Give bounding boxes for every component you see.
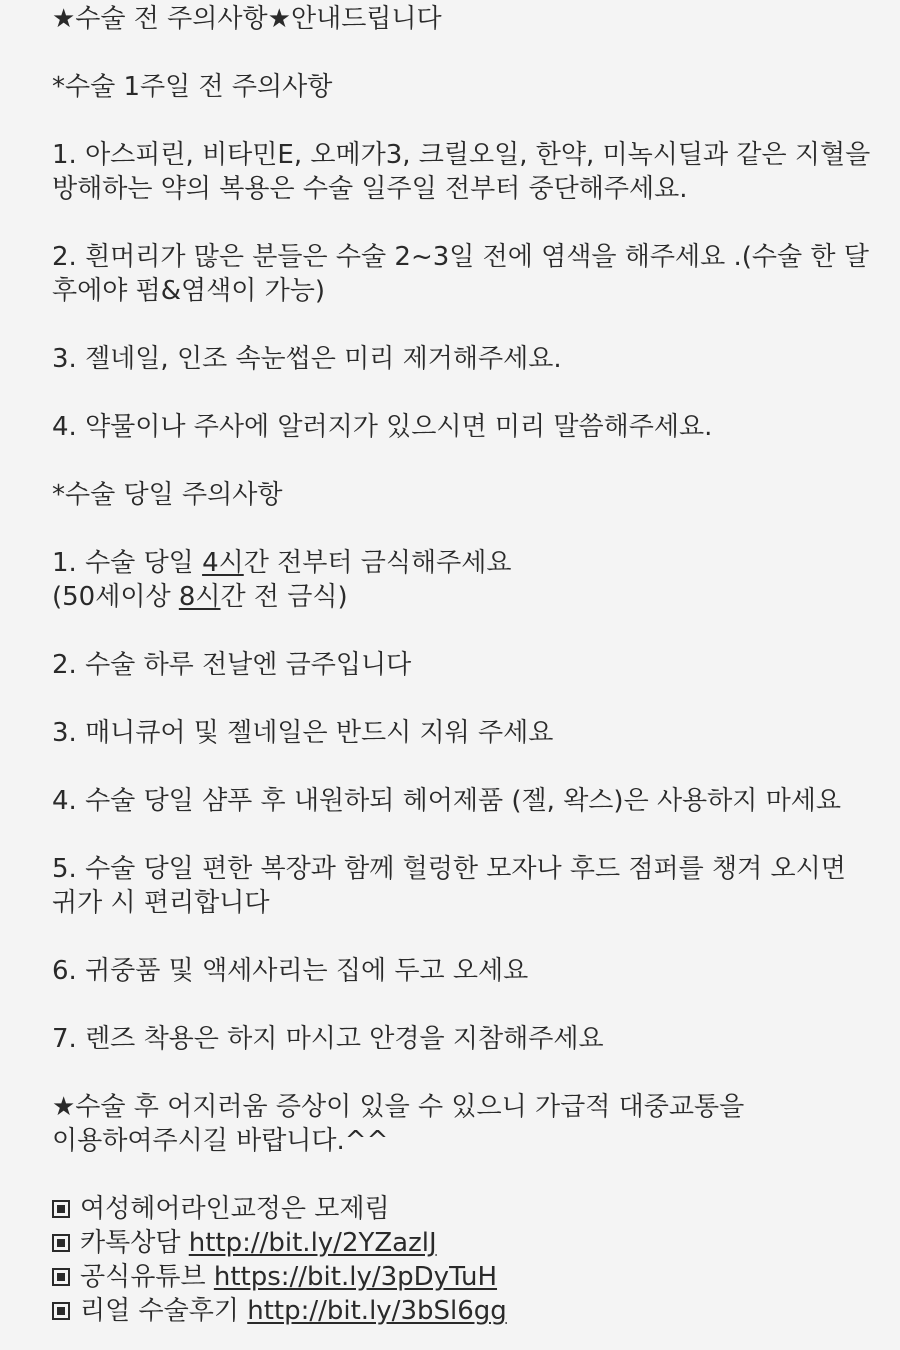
square-bullet-icon (52, 1234, 70, 1252)
link-label: 카톡상담 (80, 1228, 189, 1258)
spacer (52, 920, 860, 954)
section-heading-day-of: *수술 당일 주의사항 (52, 480, 283, 510)
section-heading-week-before: *수술 1주일 전 주의사항 (52, 72, 333, 102)
list-item: 7. 렌즈 착용은 하지 마시고 안경을 지참해주세요 (52, 1024, 604, 1054)
youtube-link[interactable]: https://bit.ly/3pDyTuH (213, 1262, 498, 1292)
spacer (52, 104, 860, 138)
spacer (52, 376, 860, 410)
list-item: 3. 매니큐어 및 젤네일은 반드시 지워 주세요 (52, 718, 554, 748)
fasting-hours-50plus: 8시 (178, 582, 221, 612)
square-bullet-icon (52, 1302, 70, 1320)
footer-brand (52, 1192, 860, 1226)
list-item-continuation: 귀가 시 편리합니다 (52, 888, 270, 918)
spacer (52, 444, 860, 478)
item-text: 간 전 금식) (220, 582, 348, 612)
footer-link-row (52, 1294, 860, 1328)
fasting-hours: 4시 (202, 548, 244, 578)
item-text: (50세이상 (52, 582, 179, 612)
list-item: 2. 흰머리가 많은 분들은 수술 2~3일 전에 염색을 해주세요 .(수술 한 달 (52, 242, 869, 272)
spacer (52, 682, 860, 716)
spacer (52, 512, 860, 546)
link-label: 공식유튜브 (80, 1262, 214, 1292)
post-surgery-notice: ★수술 후 어지러움 증상이 있을 수 있으니 가급적 대중교통을 (52, 1092, 745, 1122)
square-bullet-icon (52, 1200, 70, 1218)
list-item: 4. 약물이나 주사에 알러지가 있으시면 미리 말씀해주세요. (52, 412, 713, 442)
spacer (52, 988, 860, 1022)
list-item-continuation (52, 580, 860, 614)
list-item: 2. 수술 하루 전날엔 금주입니다 (52, 650, 412, 680)
list-item: 6. 귀중품 및 액세사리는 집에 두고 오세요 (52, 956, 529, 986)
footer-link-row (52, 1260, 860, 1294)
page-title: ★수술 전 주의사항★안내드립니다 (52, 4, 442, 34)
list-item-continuation: 방해하는 약의 복용은 수술 일주일 전부터 중단해주세요. (52, 174, 688, 204)
item-text: 간 전부터 금식해주세요 (243, 548, 512, 578)
footer-link-row (52, 1226, 860, 1260)
spacer (52, 308, 860, 342)
list-item (52, 546, 860, 580)
spacer (52, 36, 860, 70)
square-bullet-icon (52, 1268, 70, 1286)
kakao-consult-link[interactable]: http://bit.ly/2YZazlJ (188, 1228, 437, 1258)
list-item-continuation: 후에야 펌&염색이 가능) (52, 276, 325, 306)
spacer (52, 750, 860, 784)
link-label: 리얼 수술후기 (80, 1296, 248, 1326)
list-item: 4. 수술 당일 샴푸 후 내원하되 헤어제품 (젤, 왁스)은 사용하지 마세요 (52, 786, 842, 816)
spacer (52, 206, 860, 240)
spacer (52, 1056, 860, 1090)
spacer (52, 614, 860, 648)
item-text: 1. 수술 당일 (52, 548, 203, 578)
list-item: 1. 아스피린, 비타민E, 오메가3, 크릴오일, 한약, 미녹시딜과 같은 지혈을 (52, 140, 871, 170)
spacer (52, 1158, 860, 1192)
list-item: 3. 젤네일, 인조 속눈썹은 미리 제거해주세요. (52, 344, 562, 374)
reviews-link[interactable]: http://bit.ly/3bSl6gg (247, 1296, 507, 1326)
brand-text: 여성헤어라인교정은 모제림 (80, 1194, 390, 1224)
list-item: 5. 수술 당일 편한 복장과 함께 헐렁한 모자나 후드 점퍼를 챙겨 오시면 (52, 854, 846, 884)
post-surgery-notice-continuation: 이용하여주시길 바랍니다.^^ (52, 1126, 389, 1156)
spacer (52, 818, 860, 852)
